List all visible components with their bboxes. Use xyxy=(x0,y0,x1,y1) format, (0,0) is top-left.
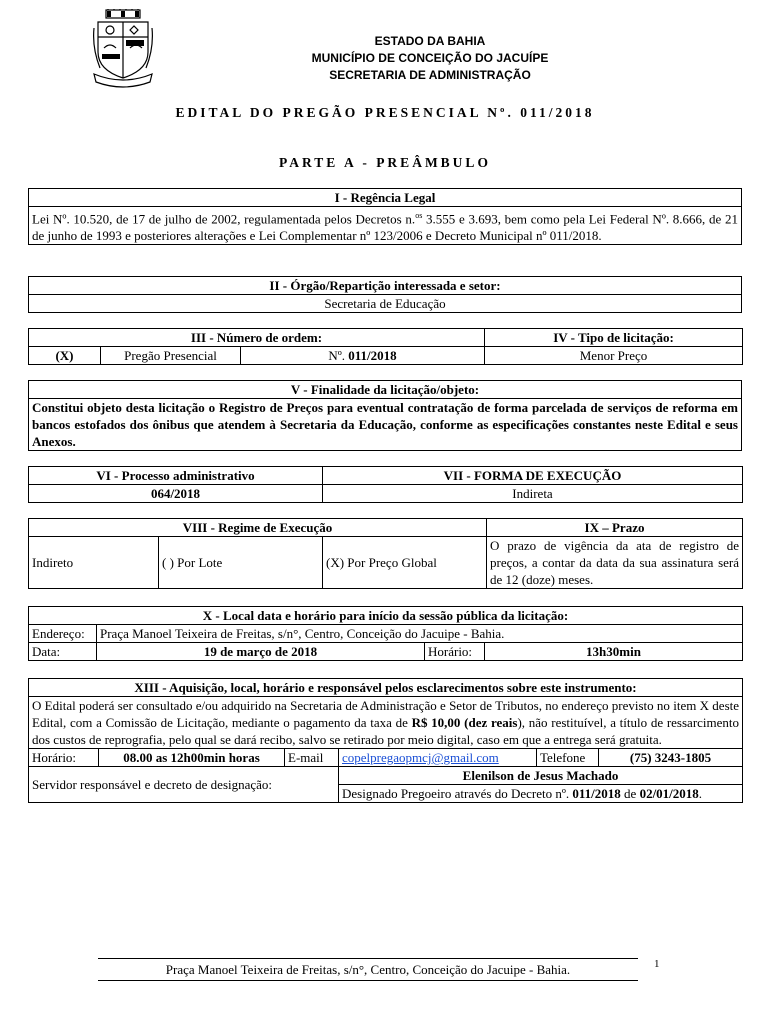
section-legal-basis xyxy=(28,188,742,245)
footer-rule-top xyxy=(98,958,638,959)
order-mark: (X) xyxy=(29,347,101,365)
time-label: Horário: xyxy=(425,643,485,661)
section-purpose xyxy=(28,380,742,451)
purpose-text: Constitui objeto desta licitação o Registro de Preços para eventual contratação de forma parcelada de serviços de reforma em bancos estofados dos ônibus que atendem à Secretaria da Educação, conforme as especificações constantes neste Edital e seus Anexos. xyxy=(29,399,742,451)
section-title-execution-form: VII - FORMA DE EXECUÇÃO xyxy=(323,467,743,485)
section-session xyxy=(28,606,743,661)
section-title: VI - Processo administrativo xyxy=(29,467,323,485)
email-link[interactable]: copelpregaopmcj@gmail.com xyxy=(339,749,537,767)
regime-option-indirect: Indireto xyxy=(29,537,159,589)
section-acquisition xyxy=(28,678,743,803)
responsible-decree: Designado Pregoeiro através do Decreto nº. 011/2018 de 02/01/2018. xyxy=(339,785,743,803)
header xyxy=(240,33,620,84)
order-type: Pregão Presencial xyxy=(101,347,241,365)
email-label: E-mail xyxy=(285,749,339,767)
section-agency xyxy=(28,276,742,313)
section-title-term: IX – Prazo xyxy=(487,519,743,537)
responsible-name: Elenilson de Jesus Machado xyxy=(339,767,743,785)
coat-of-arms-logo xyxy=(92,8,154,94)
section-title: X - Local data e horário para início da sessão pública da licitação: xyxy=(29,607,743,625)
section-title: XIII - Aquisição, local, horário e responsável pelos esclarecimentos sobre este instrumento: xyxy=(29,679,743,697)
section-order-number xyxy=(28,328,743,365)
header-state: ESTADO DA BAHIA xyxy=(374,34,486,48)
legal-basis-text: Lei Nº. 10.520, de 17 de julho de 2002, regulamentada pelos Decretos n.$^{os}$ 3.555 e 3.693, bem como pela Lei Federal Nº. 8.666, de 21 de junho de 1993 e posteriores alterações e Lei Complementar nº 123/2006 e Decreto Municipal nº 011/2018. xyxy=(29,207,742,245)
order-number: Nº. 011/2018 xyxy=(241,347,485,365)
document-title: EDITAL DO PREGÃO PRESENCIAL Nº. 011/2018 xyxy=(175,105,595,120)
regime-option-global: (X) Por Preço Global xyxy=(323,537,487,589)
acquisition-text: O Edital poderá ser consultado e/ou adquirido na Secretaria de Administração e Setor de Tributos, no endereço previsto no item X deste Edital, com a Comissão de Licitação, mediante o pagamento da taxa de R$ 10,00 (dez reais), não restituível, a título de ressarcimento dos custos de reprografia, pelo qual se dará recibo, salvo se retirado por meio digital, caso em que a entrega será gratuita. xyxy=(29,697,743,749)
address-value: Praça Manoel Teixeira de Freitas, s/n°, Centro, Conceição do Jacuipe - Bahia. xyxy=(97,625,743,643)
hours-value: 08.00 as 12h00min horas xyxy=(99,749,285,767)
process-number: 064/2018 xyxy=(29,485,323,503)
section-title-bid-type: IV - Tipo de licitação: xyxy=(485,329,743,347)
address-label: Endereço: xyxy=(29,625,97,643)
phone-label: Telefone xyxy=(537,749,599,767)
section-title: V - Finalidade da licitação/objeto: xyxy=(29,381,742,399)
section-title: VIII - Regime de Execução xyxy=(29,519,487,537)
header-municipality: MUNICÍPIO DE CONCEIÇÃO DO JACUÍPE xyxy=(311,51,549,65)
agency-value: Secretaria de Educação xyxy=(29,295,742,313)
section-title: II - Órgão/Repartição interessada e setor: xyxy=(29,277,742,295)
time-value: 13h30min xyxy=(485,643,743,661)
regime-option-lot: ( ) Por Lote xyxy=(159,537,323,589)
section-title: I - Regência Legal xyxy=(29,189,742,207)
term-text: O prazo de vigência da ata de registro de preços, a contar da data da sua assinatura será de 12 (doze) meses. xyxy=(487,537,743,589)
date-value: 19 de março de 2018 xyxy=(97,643,425,661)
hours-label: Horário: xyxy=(29,749,99,767)
execution-form-value: Indireta xyxy=(323,485,743,503)
page-number: 1 xyxy=(654,958,660,970)
header-department: SECRETARIA DE ADMINISTRAÇÃO xyxy=(329,68,531,82)
section-execution-regime xyxy=(28,518,743,589)
section-process xyxy=(28,466,743,503)
phone-value: (75) 3243-1805 xyxy=(599,749,743,767)
section-title: III - Número de ordem: xyxy=(29,329,485,347)
date-label: Data: xyxy=(29,643,97,661)
footer-address: Praça Manoel Teixeira de Freitas, s/n°, Centro, Conceição do Jacuipe - Bahia. xyxy=(165,962,571,977)
bid-type-value: Menor Preço xyxy=(485,347,743,365)
footer-rule-bottom xyxy=(98,980,638,981)
part-title: PARTE A - PREÂMBULO xyxy=(279,155,491,170)
responsible-label: Servidor responsável e decreto de designação: xyxy=(29,767,339,803)
